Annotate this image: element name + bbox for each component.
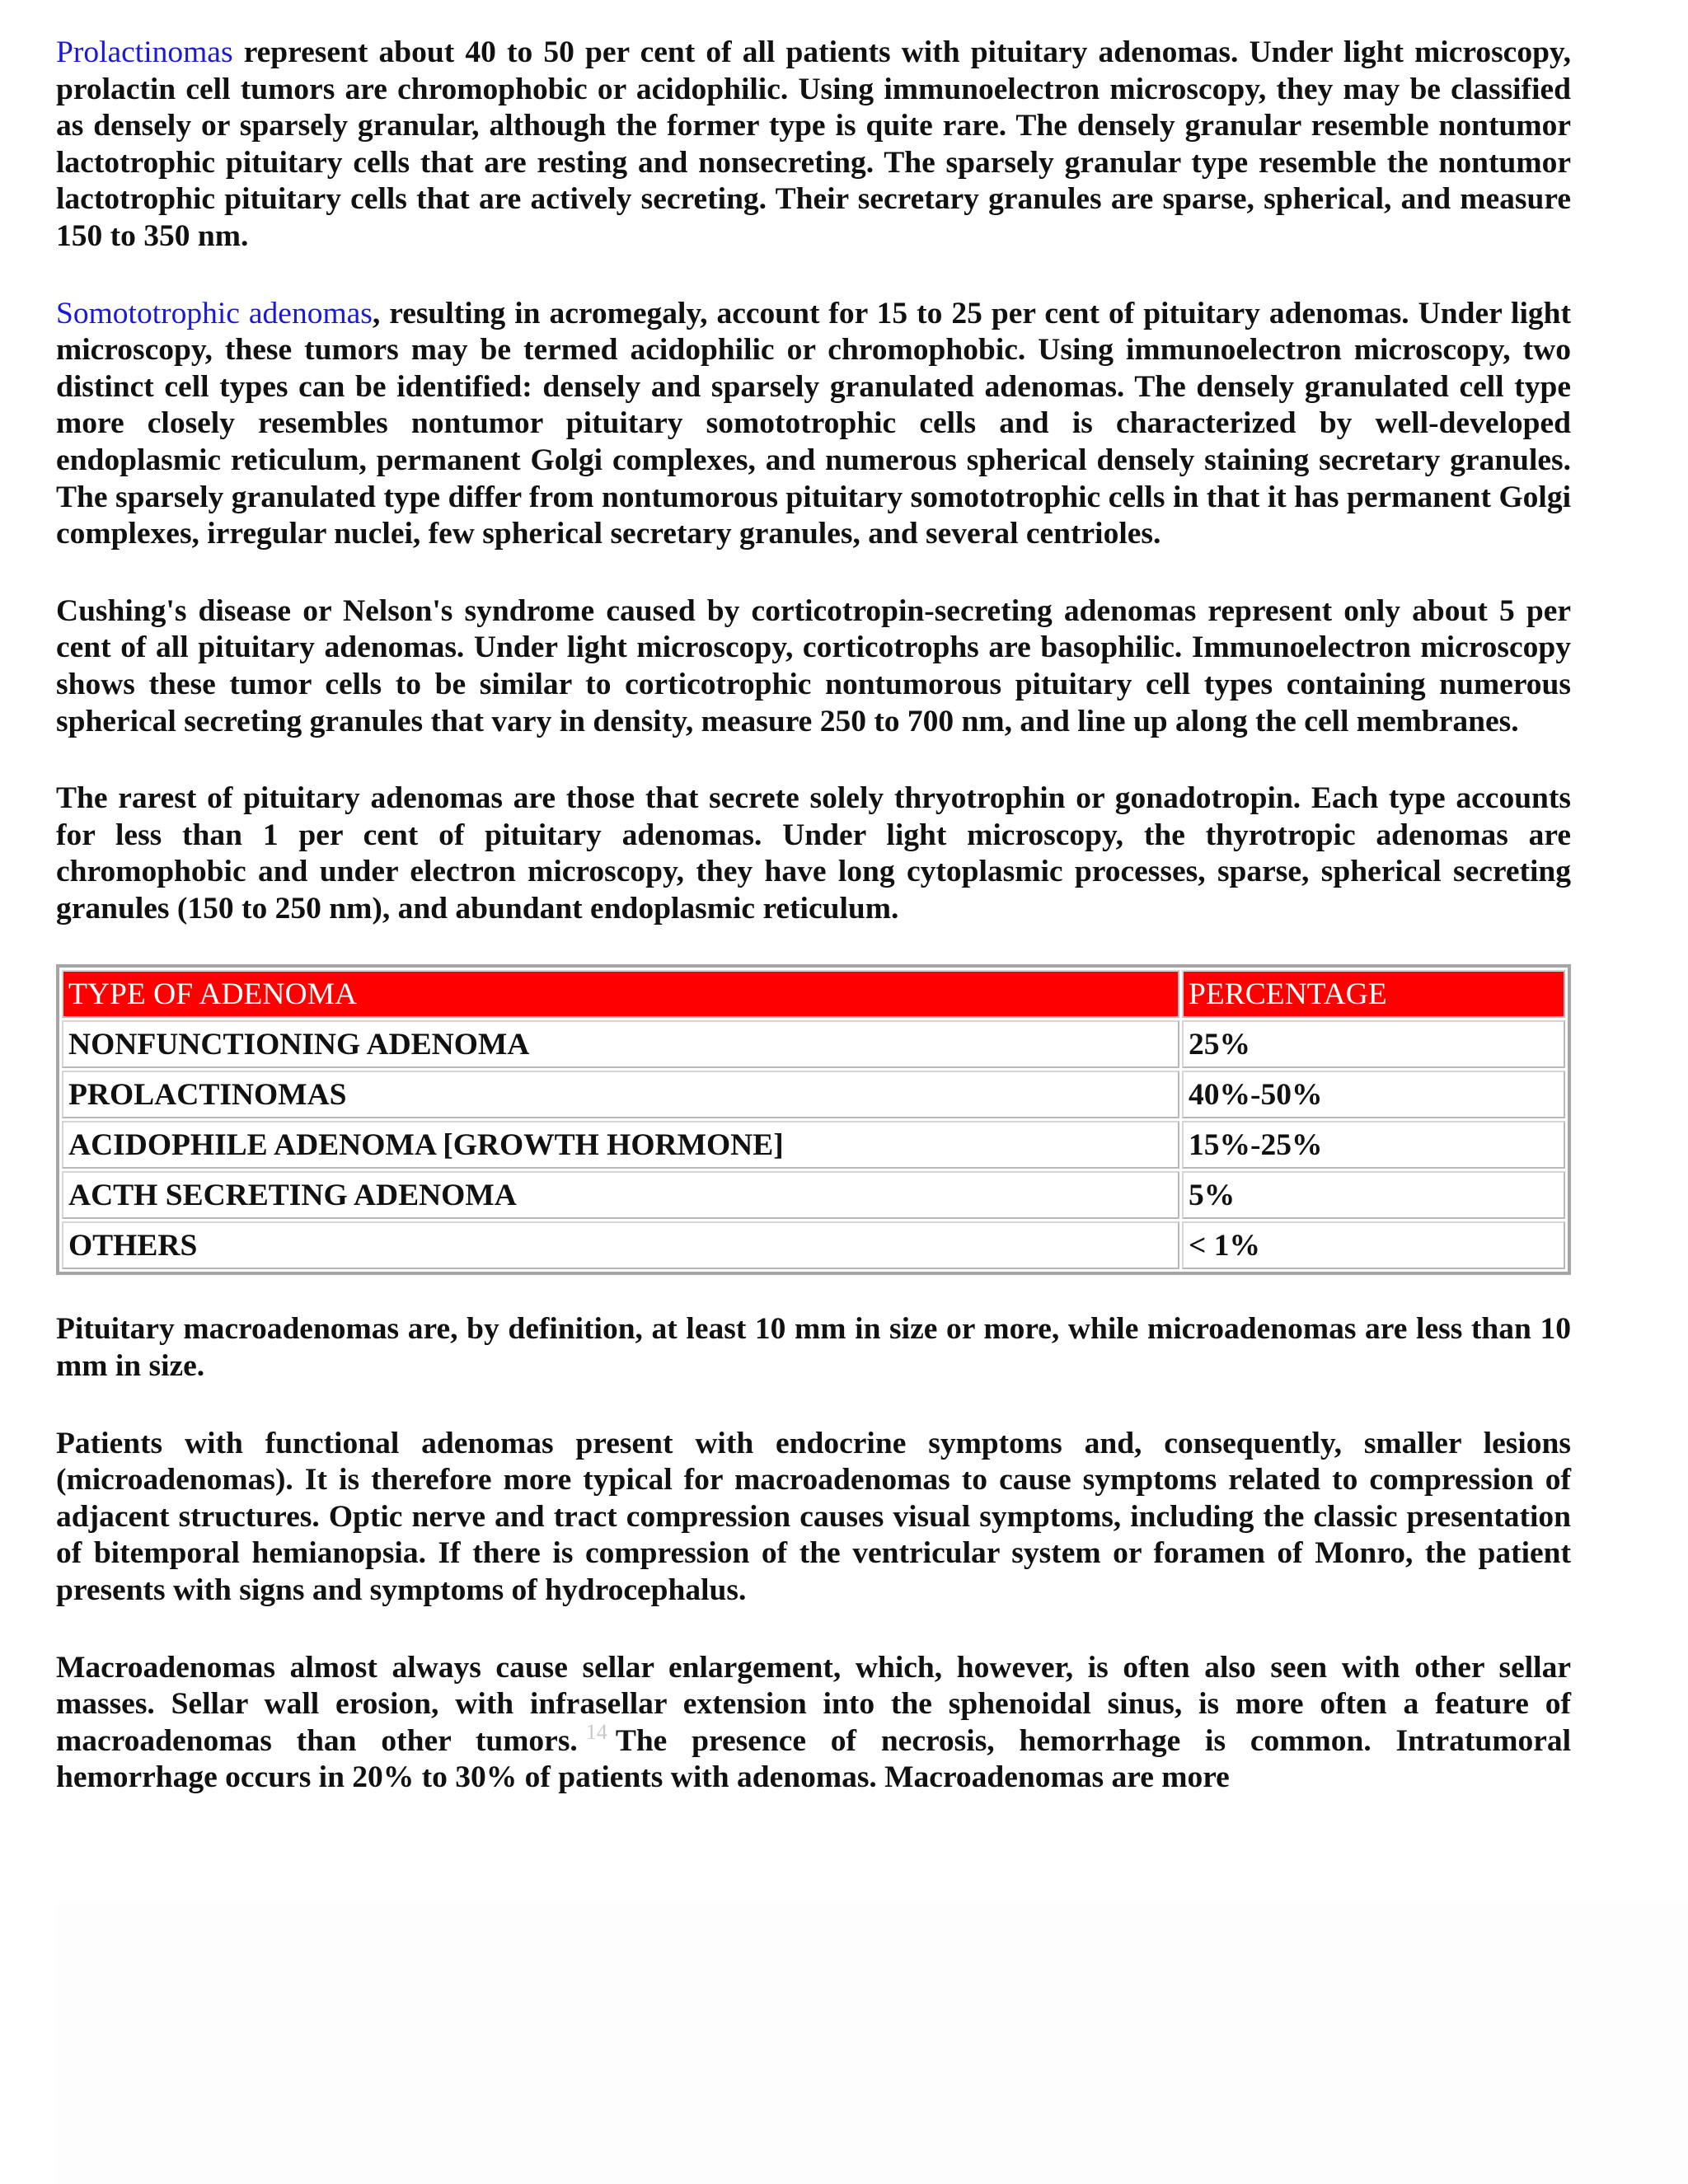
paragraph-cushings: Cushing's disease or Nelson's syndrome caused by corticotropin-secreting adenomas represent only about 5 per cent of all pituitary adenomas. Under light microscopy, corticotrophs are basophilic. Immunoelectron microscopy shows these tumor cells to be similar to corticotrophic nontumorous pituitary cell types containing numerous spherical secreting granules that vary in density, measure 250 to 700 nm, and line up along the cell membranes. bbox=[56, 593, 1571, 738]
document-page bbox=[56, 35, 1571, 1837]
cell-percentage: 25% bbox=[1182, 1020, 1565, 1068]
prolactinomas-link[interactable]: Prolactinomas bbox=[56, 35, 233, 69]
cell-type: ACTH SECRETING ADENOMA bbox=[62, 1171, 1179, 1219]
table-row bbox=[62, 1121, 1565, 1169]
table-header-row bbox=[62, 970, 1565, 1018]
reference-number: 14 bbox=[585, 1720, 607, 1745]
cell-type: OTHERS bbox=[62, 1221, 1179, 1269]
table-row bbox=[62, 1020, 1565, 1068]
header-percentage: PERCENTAGE bbox=[1182, 970, 1565, 1018]
paragraph-text: , resulting in acromegaly, account for 15 to 25 per cent of pituitary adenomas. Under light microscopy, these tumors may be termed acidophilic or chromophobic. Using immunoelectron microscopy, two distinct cell types can be identified: densely and sparsely granulated adenomas. The densely granulated cell type more closely resembles nontumor pituitary somototrophic cells and is characterized by well-developed endoplasmic reticulum, permanent Golgi complexes, and numerous spherical densely staining secretary granules. The sparsely granulated type differ from nontumorous pituitary somototrophic cells in that it has permanent Golgi complexes, irregular nuclei, few spherical secretary granules, and several centrioles. bbox=[56, 296, 1571, 551]
paragraph-text: Macroadenomas almost always cause sellar enlargement, which, however, is often also seen with other sellar masses. Sellar wall erosion, with infrasellar extension into the sphenoidal sinus, is more often a feature of macroadenomas than other tumors. bbox=[56, 1650, 1571, 1758]
paragraph-text: The presence of necrosis, hemorrhage is common. Intratumoral hemorrhage occurs in 20% to 30% of patients with adenomas. Macroadenomas are more bbox=[56, 1723, 1572, 1795]
table-row bbox=[62, 1221, 1565, 1269]
cell-percentage: < 1% bbox=[1182, 1221, 1565, 1269]
paragraph-rarest-adenomas: The rarest of pituitary adenomas are those that secrete solely thryotrophin or gonadotropin. Each type accounts for less than 1 per cent of pituitary adenomas. Under light microscopy, the thyrotropic adenomas are chromophobic and under electron microscopy, they have long cytoplasmic processes, sparse, spherical secreting granules (150 to 250 nm), and abundant endoplasmic reticulum. bbox=[56, 781, 1571, 926]
cell-type: NONFUNCTIONING ADENOMA bbox=[62, 1020, 1179, 1068]
page-bottom-area bbox=[56, 1904, 1688, 2184]
paragraph-sellar-enlargement bbox=[56, 1650, 1571, 1797]
paragraph-prolactinomas bbox=[56, 35, 1571, 255]
cell-type: ACIDOPHILE ADENOMA [GROWTH HORMONE] bbox=[62, 1121, 1179, 1169]
cell-percentage: 40%-50% bbox=[1182, 1071, 1565, 1118]
paragraph-text: represent about 40 to 50 per cent of all patients with pituitary adenomas. Under light microscopy, prolactin cell tumors are chromophobic or acidophilic. Using immunoelectron microscopy, they may be classified as densely or sparsely granular, although the former type is quite rare. The densely granular resemble nontumor lactotrophic pituitary cells that are resting and nonsecreting. The sparsely granular type resemble the nontumor lactotrophic pituitary cells that are actively secreting. Their secretary granules are sparse, spherical, and measure 150 to 350 nm. bbox=[56, 35, 1571, 253]
cell-percentage: 5% bbox=[1182, 1171, 1565, 1219]
paragraph-somatotrophic bbox=[56, 296, 1571, 553]
cell-percentage: 15%-25% bbox=[1182, 1121, 1565, 1169]
paragraph-functional-adenomas: Patients with functional adenomas present with endocrine symptoms and, consequently, smaller lesions (microadenomas). It is therefore more typical for macroadenomas to cause symptoms related to compression of adjacent structures. Optic nerve and tract compression causes visual symptoms, including the classic presentation of bitemporal hemianopsia. If there is compression of the ventricular system or foramen of Monro, the patient presents with signs and symptoms of hydrocephalus. bbox=[56, 1426, 1571, 1608]
header-type-of-adenoma: TYPE OF ADENOMA bbox=[62, 970, 1179, 1018]
adenoma-type-table bbox=[56, 964, 1571, 1275]
table-row bbox=[62, 1071, 1565, 1118]
table-row bbox=[62, 1171, 1565, 1219]
paragraph-macroadenoma-definition: Pituitary macroadenomas are, by definition, at least 10 mm in size or more, while microadenomas are less than 10 mm in size. bbox=[56, 1312, 1571, 1384]
cell-type: PROLACTINOMAS bbox=[62, 1071, 1179, 1118]
somototrophic-adenomas-link[interactable]: Somototrophic adenomas bbox=[56, 296, 373, 330]
